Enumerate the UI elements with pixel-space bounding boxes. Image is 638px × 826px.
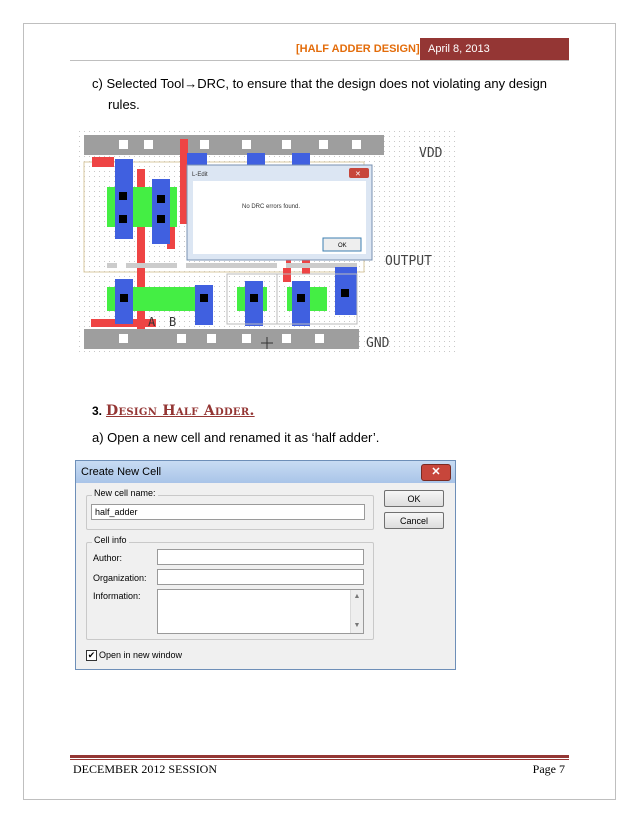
footer-page-number: Page 7 bbox=[532, 762, 565, 776]
footer-divider-thick bbox=[70, 755, 569, 758]
vdd-rail bbox=[84, 135, 384, 155]
ledit-dialog-title: L-Edit bbox=[192, 172, 208, 178]
ledit-dialog-message: No DRC errors found. bbox=[242, 204, 301, 210]
section-3-heading: 3. Design Half Adder. bbox=[92, 403, 255, 419]
information-scrollbar[interactable]: ▲ ▼ bbox=[350, 590, 363, 633]
svg-text:✕: ✕ bbox=[355, 170, 361, 178]
gnd-label: GND bbox=[366, 336, 390, 351]
ledit-ok-label: OK bbox=[338, 243, 347, 249]
organization-input[interactable] bbox=[157, 569, 364, 585]
open-new-window-checkbox[interactable]: ✔ bbox=[87, 650, 96, 660]
footer-divider-thin bbox=[70, 759, 569, 760]
information-textarea[interactable] bbox=[157, 589, 364, 634]
cancel-button[interactable]: Cancel bbox=[384, 512, 444, 529]
footer-session: DECEMBER 2012 SESSION bbox=[73, 762, 218, 776]
step-c-text-line2: rules. bbox=[108, 97, 140, 112]
header-date: April 8, 2013 bbox=[420, 38, 569, 60]
new-cell-name-label: New cell name: bbox=[94, 488, 156, 498]
vdd-label: VDD bbox=[419, 146, 443, 161]
dialog-title: Create New Cell bbox=[76, 461, 455, 483]
step-a-text: a) Open a new cell and renamed it as ‘half adder’. bbox=[92, 430, 380, 445]
open-new-window-label: Open in new window bbox=[99, 650, 183, 660]
ledit-dialog bbox=[187, 165, 372, 260]
organization-label: Organization: bbox=[93, 573, 147, 583]
author-label: Author: bbox=[93, 553, 123, 563]
cell-name-input[interactable]: half_adder bbox=[91, 504, 365, 520]
close-icon[interactable]: ✕ bbox=[421, 464, 451, 481]
input-b-label: B bbox=[169, 315, 177, 329]
input-a-label: A bbox=[148, 315, 156, 329]
ok-button[interactable]: OK bbox=[384, 490, 444, 507]
header-divider bbox=[70, 60, 569, 61]
information-label: Information: bbox=[93, 591, 141, 601]
author-input[interactable] bbox=[157, 549, 364, 565]
output-label: OUTPUT bbox=[385, 254, 432, 269]
step-c-text: c) Selected Tool→DRC, to ensure that the design does not violating any design bbox=[92, 76, 548, 91]
drc-layout-screenshot bbox=[77, 129, 455, 355]
cell-info-label: Cell info bbox=[94, 535, 127, 545]
header-title: [HALF ADDER DESIGN] bbox=[296, 38, 427, 60]
